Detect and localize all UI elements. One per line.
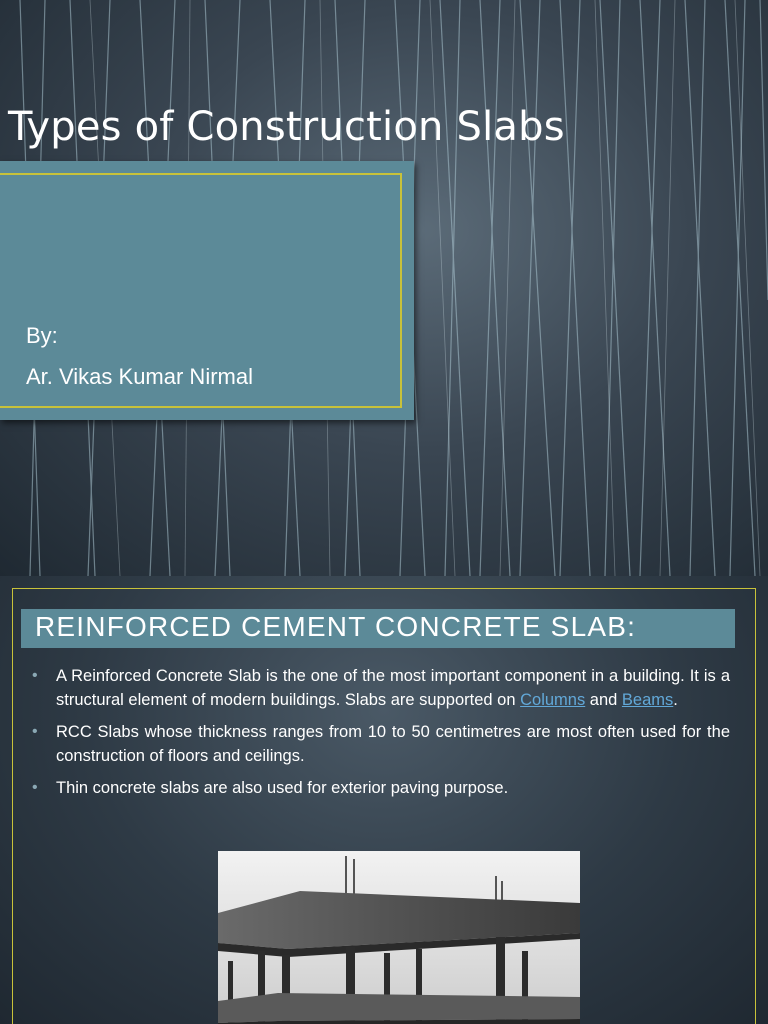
beams-link[interactable]: Beams <box>621 691 674 709</box>
list-item <box>30 720 730 768</box>
bullet-dot-icon: • <box>32 723 38 740</box>
slab-structure-photo <box>218 851 580 1024</box>
slide-heading: REINFORCED CEMENT CONCRETE SLAB: <box>35 611 637 642</box>
list-item <box>30 776 730 800</box>
list-item <box>30 664 730 712</box>
slab-photo-illustration <box>218 851 580 1024</box>
subtitle-box <box>0 161 414 420</box>
heading-bar <box>21 609 735 648</box>
bullet-text: A Reinforced Concrete Slab is the one of the most important component in a building. It is a structural element of modern buildings. Slabs are supported on <box>56 667 730 709</box>
bullet-dot-icon: • <box>32 779 38 796</box>
bullet-text: Thin concrete slabs are also used for exterior paving purpose. <box>56 779 509 797</box>
subtitle-by: By: <box>26 323 58 348</box>
content-slide <box>0 576 768 1024</box>
subtitle-frame <box>0 173 402 408</box>
bullet-text-end: . <box>673 691 678 709</box>
bullet-text-middle: and <box>585 691 622 709</box>
columns-link[interactable]: Columns <box>520 691 586 709</box>
bullet-list <box>30 664 730 808</box>
bullet-text: RCC Slabs whose thickness ranges from 10 to 50 centimetres are most often used for the construction of floors and ceilings. <box>56 723 730 765</box>
bullet-dot-icon: • <box>32 667 38 684</box>
slide-title: Types of Construction Slabs <box>8 104 565 150</box>
subtitle-author: Ar. Vikas Kumar Nirmal <box>26 364 253 389</box>
